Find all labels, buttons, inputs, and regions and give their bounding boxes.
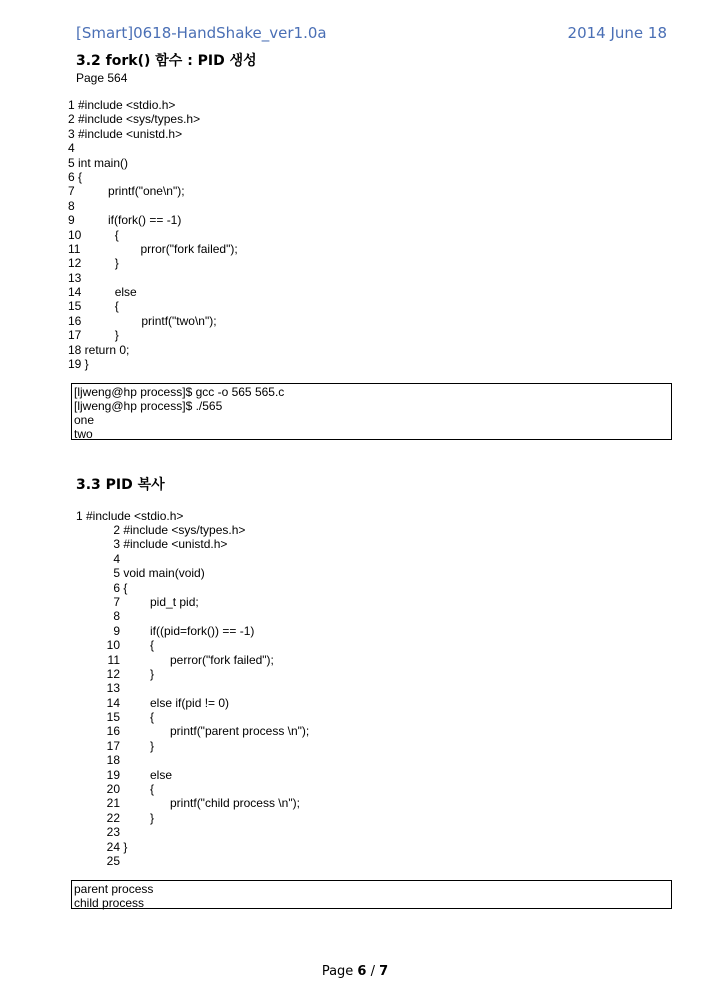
code-text: } xyxy=(120,738,155,753)
code-line xyxy=(104,796,309,810)
code-line: 17 } xyxy=(68,328,119,343)
line-number: 20 xyxy=(106,782,120,797)
page-reference: Page 564 xyxy=(76,71,128,85)
code-line xyxy=(104,566,309,580)
code-line: 7 printf("one\n"); xyxy=(68,184,185,199)
line-number: 18 xyxy=(106,753,120,768)
line-number: 15 xyxy=(106,710,120,725)
line-number: 10 xyxy=(106,638,120,653)
code-line: 13 xyxy=(68,270,82,285)
code-line: 10 { xyxy=(68,227,119,242)
code-line xyxy=(104,753,309,767)
footer-current-page: 6 xyxy=(357,964,367,979)
code-line: two xyxy=(74,427,93,441)
line-number: 8 xyxy=(113,609,120,624)
line-number: 12 xyxy=(106,666,120,681)
code-line xyxy=(104,782,309,796)
code-line xyxy=(104,840,309,854)
code-line: 6 { xyxy=(68,169,83,184)
code-line xyxy=(104,523,309,537)
line-number: 4 xyxy=(113,551,120,566)
code-line xyxy=(104,811,309,825)
line-number: 25 xyxy=(106,853,120,868)
line-number: 13 xyxy=(106,681,120,696)
code-text: { xyxy=(120,580,128,595)
code-line: 19 } xyxy=(68,357,89,372)
code-line xyxy=(104,552,309,566)
code-line xyxy=(104,653,309,667)
line-number: 23 xyxy=(106,825,120,840)
code-text: pid_t pid; xyxy=(120,594,199,609)
code-text: else xyxy=(120,767,173,782)
code-line: 14 else xyxy=(68,285,137,300)
section-heading-fork: 3.2 fork() 함수 : PID 생성 xyxy=(76,53,257,69)
code-line xyxy=(104,667,309,681)
footer-prefix: Page xyxy=(321,964,358,979)
code-line xyxy=(104,638,309,652)
line-number: 17 xyxy=(106,738,120,753)
line-number: 9 xyxy=(113,623,120,638)
code-text: if((pid=fork()) == -1) xyxy=(120,623,255,638)
line-number: 6 xyxy=(113,580,120,595)
code-text: } xyxy=(120,810,155,825)
code-text: else if(pid != 0) xyxy=(120,695,230,710)
code-line xyxy=(104,581,309,595)
code-line: parent process xyxy=(74,882,154,896)
code-line xyxy=(104,624,309,638)
code-text: } xyxy=(120,839,128,854)
code-listing-fork xyxy=(68,98,238,371)
line-number: 5 xyxy=(113,566,120,581)
code-text: #include <sys/types.h> xyxy=(120,523,246,537)
code-line: 3 #include <unistd.h> xyxy=(68,126,183,141)
code-line xyxy=(104,739,309,753)
page-footer xyxy=(0,964,710,979)
code-line: 9 if(fork() == -1) xyxy=(68,213,182,228)
code-line: [ljweng@hp process]$ gcc -o 565 565.c xyxy=(74,385,285,399)
code-text: perror("fork failed"); xyxy=(120,652,274,667)
code-line: 15 { xyxy=(68,299,119,314)
code-text: } xyxy=(120,666,155,681)
code-line: child process xyxy=(74,896,145,910)
terminal-output-fork xyxy=(71,383,672,440)
code-listing-pid-copy xyxy=(104,523,309,868)
code-line xyxy=(104,724,309,738)
footer-separator: / xyxy=(366,964,380,979)
section-heading-pid-copy: 3.3 PID 복사 xyxy=(76,477,165,493)
code-line: 18 return 0; xyxy=(68,342,130,357)
code-line xyxy=(104,825,309,839)
code-line xyxy=(104,537,309,551)
code-line: one xyxy=(74,413,95,427)
line-number: 22 xyxy=(106,810,120,825)
code-text: { xyxy=(120,782,155,797)
footer-total-pages: 7 xyxy=(379,964,389,979)
line-number: 16 xyxy=(106,724,120,739)
code-line xyxy=(104,696,309,710)
line-number: 11 xyxy=(107,652,120,667)
line-number: 14 xyxy=(106,695,120,710)
document-header-date: 2014 June 18 xyxy=(567,24,667,42)
code-line: [ljweng@hp process]$ ./565 xyxy=(74,399,223,413)
terminal-output-pid-copy xyxy=(71,880,672,909)
code-line: 11 prror("fork failed"); xyxy=(68,241,238,256)
code-line xyxy=(104,854,309,868)
code-line: 4 xyxy=(68,141,75,156)
code-line xyxy=(104,681,309,695)
code-line: 2 #include <sys/types.h> xyxy=(68,112,201,127)
line-number: 2 xyxy=(113,523,120,537)
line-number: 3 xyxy=(113,537,120,552)
code-text: { xyxy=(120,638,155,653)
code-line xyxy=(104,768,309,782)
code-line: 8 xyxy=(68,198,75,213)
code-listing-pid-copy-first-line xyxy=(76,509,183,523)
code-text: printf("child process \n"); xyxy=(120,796,300,811)
code-line: 5 int main() xyxy=(68,155,129,170)
line-number: 19 xyxy=(106,767,120,782)
line-number: 21 xyxy=(106,796,120,811)
code-text: printf("parent process \n"); xyxy=(120,724,310,739)
document-header-title: [Smart]0618-HandShake_ver1.0a xyxy=(76,24,327,42)
code-text: #include <unistd.h> xyxy=(120,537,228,552)
code-line: 12 } xyxy=(68,256,119,271)
code-line: 1 #include <stdio.h> xyxy=(76,509,184,523)
code-line xyxy=(104,595,309,609)
line-number: 24 xyxy=(106,839,120,854)
code-line xyxy=(104,609,309,623)
code-text: { xyxy=(120,710,155,725)
code-line: 1 #include <stdio.h> xyxy=(68,98,176,112)
line-number: 7 xyxy=(113,594,120,609)
code-text: void main(void) xyxy=(120,566,205,581)
code-line: 16 printf("two\n"); xyxy=(68,313,217,328)
code-line xyxy=(104,710,309,724)
